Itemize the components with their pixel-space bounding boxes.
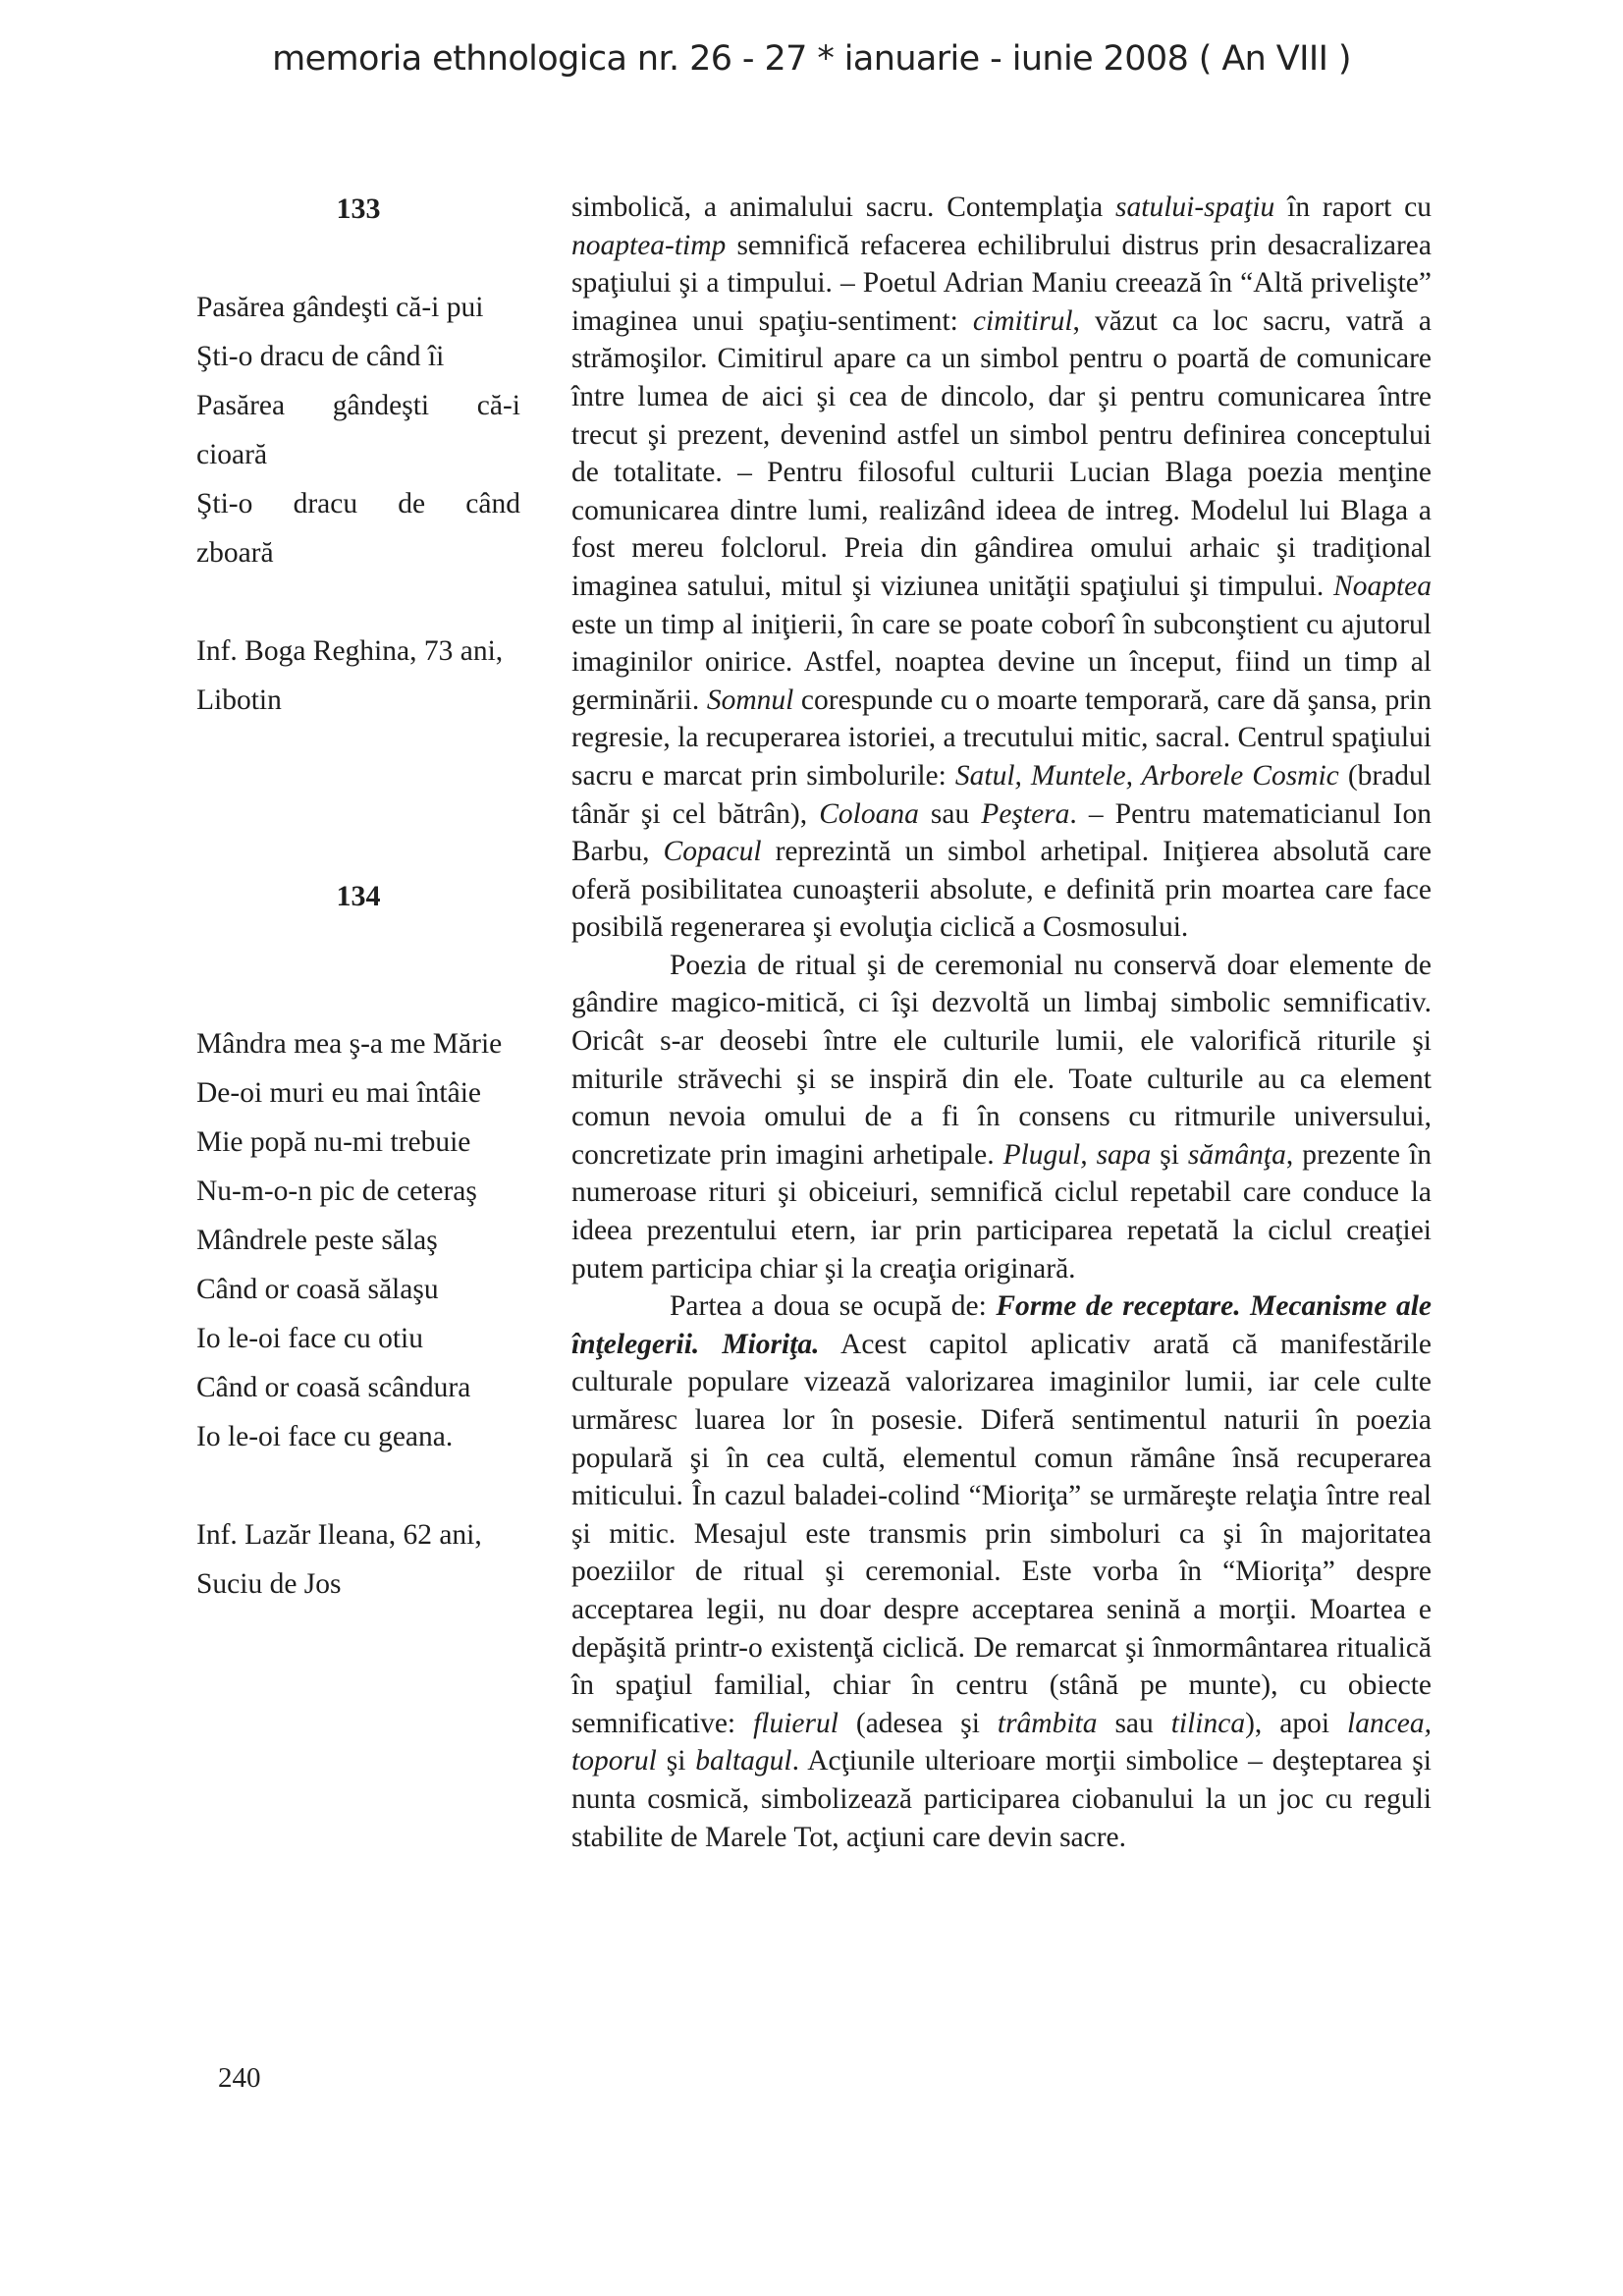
poem-line: Mândra mea ş-a me Mărie bbox=[196, 1028, 503, 1060]
poem-line: Pasărea gândeşti că-i pui bbox=[196, 292, 484, 323]
body-paragraph: Poezia de ritual şi de ceremonial nu conservă doar elemente de gândire magico-mitică, ci îşi dezvoltă un limbaj simbolic semnificativ. Oricât s-ar deosebi între ele culturile lumii, ele valorifică riturile şi miturile străvechi şi se inspiră din ele. Toate culturile au ca element comun nevoia omului de a fi în consens cu ritmurile universului, concretizate prin imagini arhetipale. Plugul, sapa şi sămânţa, prezente în numeroase rituri şi obiceiuri, semnifică ciclul repetabil care conduce la ideea prezentului etern, iar prin participarea repetată la ciclul creaţiei putem participa chiar şi la creaţia originară. bbox=[571, 949, 1432, 1285]
poem-line: De-oi muri eu mai întâie bbox=[196, 1077, 481, 1109]
poem-line: cioară bbox=[196, 439, 268, 470]
poem-line: Şti-o dracu de când îi bbox=[196, 341, 445, 372]
poem-number: 134 bbox=[336, 880, 381, 912]
section-title: Forme de receptare. Mecanisme ale înţelegerii. Mioriţa. bbox=[571, 1290, 1432, 1360]
poem-line: Şti-o dracu de când bbox=[196, 488, 520, 519]
poem-number: 133 bbox=[336, 192, 381, 225]
page-number: 240 bbox=[218, 2062, 261, 2094]
poem-line: Pasărea gândeşti că-i bbox=[196, 390, 520, 421]
poem-informant: Inf. Lazăr Ileana, 62 ani, bbox=[196, 1519, 482, 1551]
poem-line: Când or coasă sălaşu bbox=[196, 1274, 439, 1305]
poem-line: Mândrele peste sălaş bbox=[196, 1225, 438, 1256]
poem-informant: Inf. Boga Reghina, 73 ani, bbox=[196, 635, 504, 667]
poem-line: zboară bbox=[196, 537, 274, 569]
body-paragraph: simbolică, a animalului sacru. Contemplaţia satului-spaţiu în raport cu noaptea-timp semnifică refacerea echilibrului distrus prin desacralizarea spaţiului şi a timpului. – Poetul Adrian Maniu creează în “Altă privelişte” imaginea unui spaţiu-sentiment: cimitirul, văzut ca loc sacru, vatră a strămoşilor. Cimitirul apare ca un simbol pentru o poartă de comunicare între lumea de aici şi cea de dincolo, dar şi pentru comunicarea între trecut şi prezent, devenind astfel un simbol pentru definirea conceptului de totalitate. – Pentru filosoful culturii Lucian Blaga poezia menţine comunicarea dintre lumi, realizând ideea de intreg. Modelul lui Blaga a fost mereu folclorul. Preia din gândirea omului arhaic şi tradiţional imaginea satului, mitul şi viziunea unităţii spaţiului şi timpului. Noaptea este un timp al iniţierii, în care se poate coborî în subconştient cu ajutorul imaginilor onirice. Astfel, noaptea devine un început, fiind un timp al germinării. Somnul corespunde cu o moarte temporară, care dă şansa, prin regresie, la recuperarea istoriei, a trecutului mitic, sacral. Centrul spaţiului sacru e marcat prin simbolurile: Satul, Muntele, Arborele Cosmic (bradul tânăr şi cel bătrân), Coloana sau Peştera. – Pentru matematicianul Ion Barbu, Copacul reprezintă un simbol arhetipal. Iniţierea absolută care oferă posibilitatea cunoaşterii absolute, e definită prin moartea care face posibilă regenerarea şi evoluţia ciclică a Cosmosului. bbox=[571, 191, 1433, 944]
poem-line: Mie popă nu-mi trebuie bbox=[196, 1126, 471, 1158]
poem-line: Io le-oi face cu otiu bbox=[196, 1323, 423, 1354]
poems-column bbox=[196, 185, 520, 1609]
poem-informant: Suciu de Jos bbox=[196, 1568, 342, 1600]
running-header: memoria ethnologica nr. 26 - 27 * ianuarie - iunie 2008 ( An VIII ) bbox=[272, 39, 1351, 79]
poem-line: Nu-m-o-n pic de ceteraş bbox=[196, 1175, 477, 1207]
body-paragraph: Partea a doua se ocupă de: Forme de receptare. Mecanisme ale înţelegerii. Mioriţa. Acest capitol aplicativ arată că manifestările culturale populare vizează valorizarea imaginilor lumii, iar cele culte urmăresc luarea lor în posesie. Diferă sentimentul naturii în poezia populară şi în cea cultă, elementul comun rămâne însă recuperarea miticului. În cazul baladei-colind “Mioriţa” se urmăreşte relaţia între real şi mitic. Mesajul este transmis prin simboluri ca şi în majoritatea poeziilor de ritual şi ceremonial. Este vorba în “Mioriţa” despre acceptarea legii, nu doar despre acceptarea senină a morţii. Moartea e depăşită printr-o existenţă ciclică. De remarcat şi înmormântarea ritualică în spaţiul familial, chiar în centru (stână pe munte), cu obiecte semnificative: fluierul (adesea şi trâmbita sau tilinca), apoi lancea, toporul şi baltagul. Acţiunile ulterioare morţii simbolice – deşteptarea şi nunta cosmică, simbolizează participarea ciobanului la un joc cu reguli stabilite de Marele Tot, acţiuni care devin sacre. bbox=[571, 1290, 1433, 1853]
body-text-column bbox=[571, 189, 1432, 1856]
poem-line: Când or coasă scândura bbox=[196, 1372, 471, 1403]
poem-informant: Libotin bbox=[196, 684, 282, 716]
poem-line: Io le-oi face cu geana. bbox=[196, 1421, 454, 1452]
